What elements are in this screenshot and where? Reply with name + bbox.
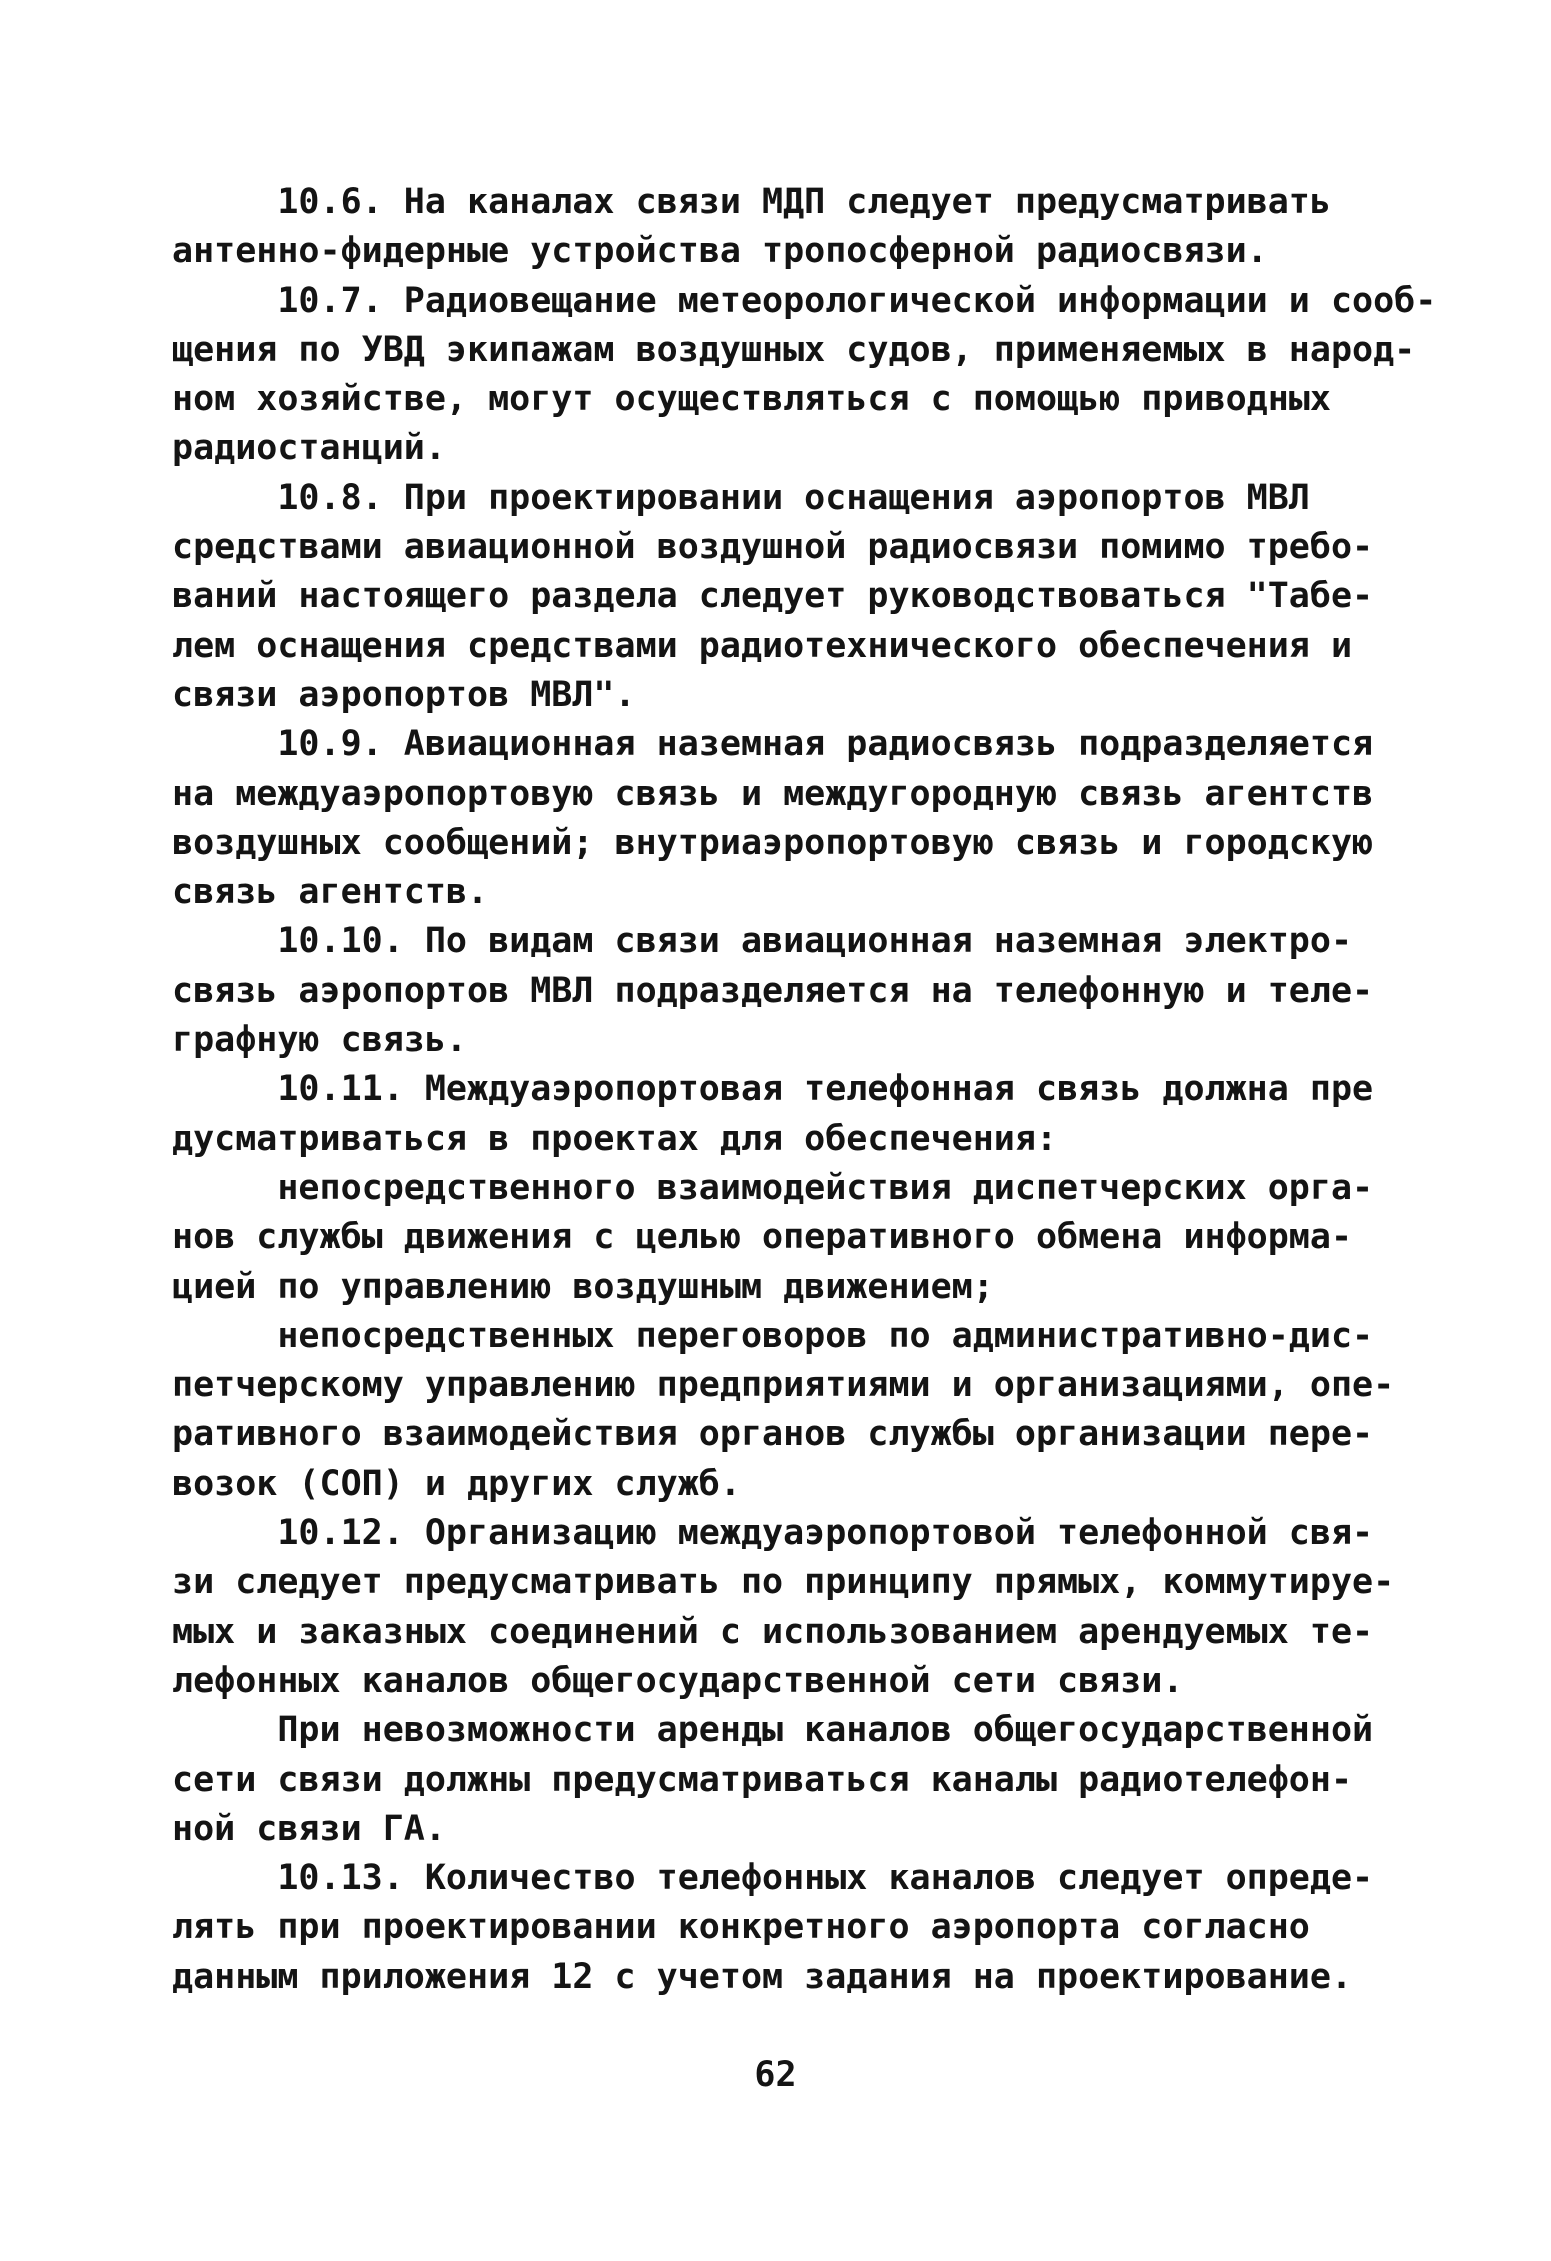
text-line: мых и заказных соединений с использованием арендуемых те- [172, 1611, 1374, 1652]
text-line: радиостанций. [172, 428, 446, 469]
text-line: 10.7. Радиовещание метеорологической информации и сооб- [172, 280, 1437, 321]
text-line: 10.10. По видам связи авиационная наземная электро- [172, 921, 1353, 962]
text-line: ной связи ГА. [172, 1808, 446, 1849]
text-line: При невозможности аренды каналов общегосударственной [172, 1710, 1374, 1751]
text-line: 10.12. Организацию междуаэропортовой телефонной свя- [172, 1513, 1374, 1554]
text-line: связь аэропортов МВЛ подразделяется на телефонную и теле- [172, 970, 1374, 1011]
text-line: непосредственных переговоров по административно-дис- [172, 1315, 1374, 1356]
text-line: средствами авиационной воздушной радиосвязи помимо требо- [172, 527, 1374, 568]
text-line: нов службы движения с целью оперативного обмена информа- [172, 1217, 1353, 1258]
text-line: петчерскому управлению предприятиями и организациями, опе- [172, 1365, 1395, 1406]
text-line: возок (СОП) и других служб. [172, 1463, 741, 1504]
text-line: связь агентств. [172, 872, 489, 913]
text-line: лем оснащения средствами радиотехнического обеспечения и [172, 625, 1353, 666]
text-line: лефонных каналов общегосударственной сети связи. [172, 1660, 1184, 1701]
text-line: 10.13. Количество телефонных каналов следует опреде- [172, 1858, 1374, 1899]
text-line: сети связи должны предусматриваться каналы радиотелефон- [172, 1759, 1353, 1800]
text-line: 10.11. Междуаэропортовая телефонная связь должна пре [172, 1069, 1374, 1110]
text-line: на междуаэропортовую связь и междугородную связь агентств [172, 773, 1374, 814]
text-line: щения по УВД экипажам воздушных судов, применяемых в народ- [172, 329, 1416, 370]
text-line: ваний настоящего раздела следует руководствоваться "Табе- [172, 576, 1374, 617]
text-line: 10.8. При проектировании оснащения аэропортов МВЛ [172, 477, 1310, 518]
text-line: данным приложения 12 с учетом задания на проектирование. [172, 1956, 1353, 1997]
text-line: графную связь. [172, 1020, 468, 1061]
text-line: цией по управлению воздушным движением; [172, 1266, 994, 1307]
page-number: 62 [754, 2055, 797, 2095]
text-line: воздушных сообщений; внутриаэропортовую связь и городскую [172, 822, 1374, 863]
text-line: дусматриваться в проектах для обеспечения: [172, 1118, 1058, 1159]
text-line: 10.6. На каналах связи МДП следует предусматривать [172, 182, 1331, 222]
text-line: лять при проектировании конкретного аэропорта согласно [172, 1907, 1310, 1948]
text-line: антенно-фидерные устройства тропосферной радиосвязи. [172, 231, 1268, 272]
text-line: зи следует предусматривать по принципу прямых, коммутируе- [172, 1562, 1395, 1603]
body-text [172, 178, 1437, 2002]
text-line: ративного взаимодействия органов службы организации пере- [172, 1414, 1374, 1455]
text-line: 10.9. Авиационная наземная радиосвязь подразделяется [172, 724, 1374, 765]
text-line: непосредственного взаимодействия диспетчерских орга- [172, 1167, 1374, 1208]
text-line: ном хозяйстве, могут осуществляться с помощью приводных [172, 379, 1331, 420]
text-line: связи аэропортов МВЛ". [172, 674, 636, 715]
